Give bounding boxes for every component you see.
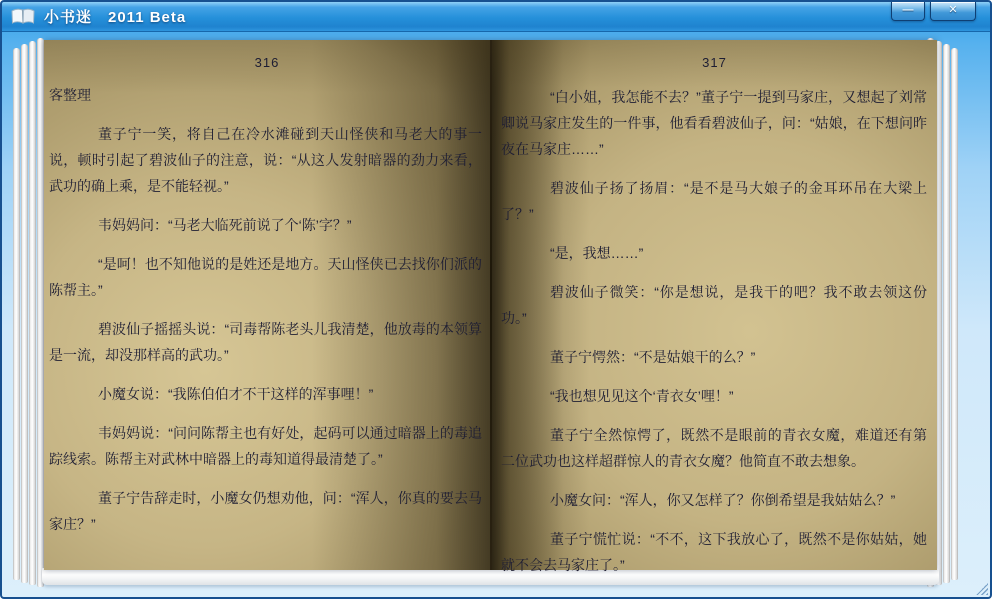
resize-grip[interactable] xyxy=(976,583,988,595)
paragraph: “白小姐，我怎能不去？”董子宁一提到马家庄，又想起了刘常卿说马家庄发生的一件事，他看看碧波仙子，问：“姑娘，在下想问昨夜在马家庄……” xyxy=(501,89,927,157)
sheet-edge xyxy=(943,44,950,583)
titlebar[interactable] xyxy=(2,2,990,32)
sheet-edge xyxy=(951,48,958,580)
minimize-icon: — xyxy=(902,4,914,16)
book-spread xyxy=(44,40,937,573)
right-page-text xyxy=(492,70,937,578)
paragraph: 董子宁告辞走时，小魔女仍想劝他，问：“浑人，你真的要去马家庄？” xyxy=(49,490,482,532)
paragraph: 董子宁慌忙说：“不不，这下我放心了，既然不是你姑姑，她就不会去马家庄了。” xyxy=(501,531,927,573)
reader-area xyxy=(2,32,990,597)
left-page-number: 316 xyxy=(254,55,280,70)
paragraph: 碧波仙子扬了扬眉：“是不是马大娘子的金耳环吊在大梁上了？” xyxy=(501,180,927,222)
paragraph: 碧波仙子摇摇头说：“司毒帮陈老头儿我清楚，他放毒的本领算是一流，却没那样高的武功。” xyxy=(49,321,482,363)
right-page[interactable] xyxy=(492,40,937,573)
paragraph: “我也想见见这个‘青衣女’哩！” xyxy=(550,388,734,404)
paragraph: 客整理 xyxy=(49,87,91,103)
window-controls xyxy=(891,2,976,21)
right-page-number: 317 xyxy=(702,55,727,70)
paragraph: 董子宁全然惊愕了，既然不是眼前的青衣女魔，难道还有第二位武功也这样超群惊人的青衣女魔？他简直不敢去想象。 xyxy=(501,427,927,469)
left-page-text xyxy=(44,70,490,537)
sheet-edge xyxy=(37,38,44,587)
window-title: 小书迷 2011 Beta xyxy=(44,9,187,26)
paragraph: “是，我想……” xyxy=(550,245,644,261)
paragraph: 韦妈妈问：“马老大临死前说了个‘陈’字？” xyxy=(98,217,352,233)
paragraph: 董子宁愕然：“不是姑娘干的么？” xyxy=(550,349,756,365)
sheet-edge xyxy=(21,44,28,583)
minimize-button[interactable] xyxy=(891,2,925,21)
sheet-edge xyxy=(29,41,36,585)
sheet-edge xyxy=(13,48,20,580)
open-book-icon xyxy=(10,7,36,27)
paragraph: 小魔女说：“我陈伯伯才不干这样的浑事哩！” xyxy=(98,386,374,402)
paragraph: 韦妈妈说：“问问陈帮主也有好处，起码可以通过暗器上的毒追踪线索。陈帮主对武林中暗器上的毒知道得最清楚了。” xyxy=(49,425,482,467)
paragraph: 小魔女问：“浑人，你又怎样了？你倒希望是我姑姑么？” xyxy=(550,492,896,508)
close-button[interactable] xyxy=(930,2,976,21)
paragraph: 碧波仙子微笑：“你是想说，是我干的吧？我不敢去领这份功。” xyxy=(501,284,927,326)
paragraph: “是呵！也不知他说的是姓还是地方。天山怪侠已去找你们派的陈帮主。” xyxy=(49,256,482,298)
left-page[interactable] xyxy=(44,40,490,570)
paragraph: 董子宁一笑，将自己在冷水滩碰到天山怪侠和马老大的事一说，顿时引起了碧波仙子的注意，说：“从这人发射暗器的劲力来看，武功的确上乘，是不能轻视。” xyxy=(49,126,482,194)
close-icon: ✕ xyxy=(948,4,958,16)
